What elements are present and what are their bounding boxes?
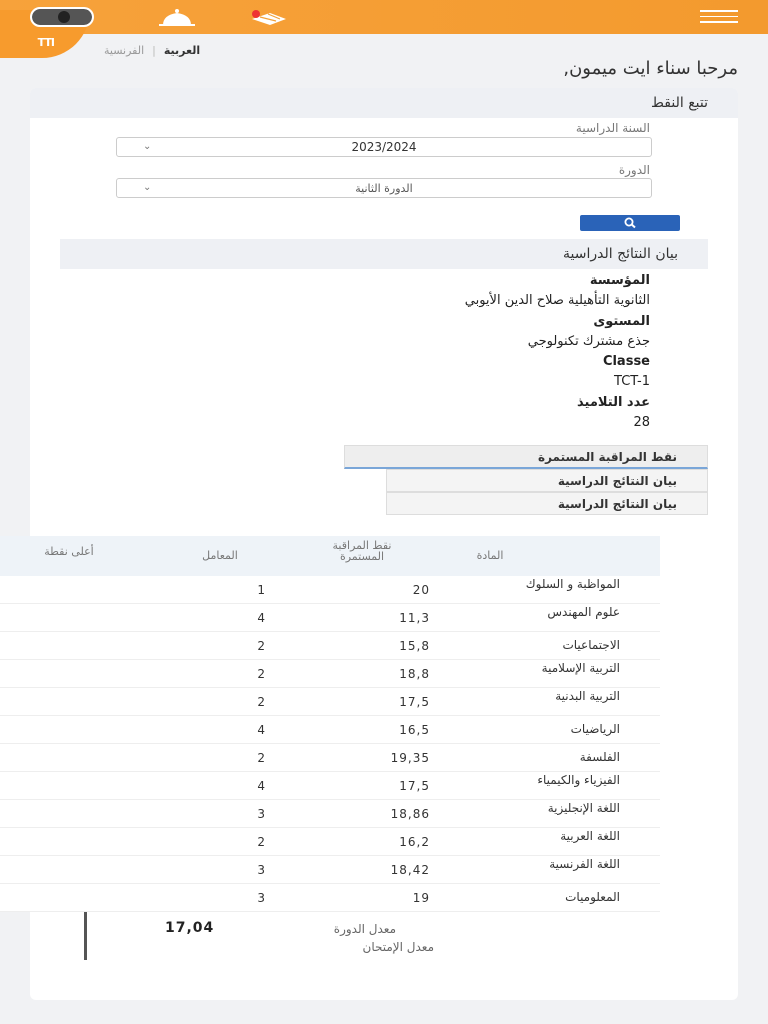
row-score: 17,5 <box>399 695 430 709</box>
session-select[interactable] <box>116 178 652 198</box>
level-value: جذع مشترك تكنولوجي <box>527 334 650 349</box>
row-score: 15,8 <box>399 639 430 653</box>
table-row <box>0 884 660 912</box>
row-score: 16,2 <box>399 835 430 849</box>
table-header <box>0 536 660 576</box>
row-subject: التربية البدنية <box>555 689 620 703</box>
col-subject: المادة <box>476 549 504 562</box>
row-subject: علوم المهندس <box>547 605 620 619</box>
institution-value: الثانوية التأهيلية صلاح الدين الأيوبي <box>464 293 650 308</box>
year-select[interactable] <box>116 137 652 157</box>
col-max-score: أعلى نقطة <box>44 545 94 558</box>
chevron-down-icon: ⌄ <box>143 141 152 152</box>
row-subject: التربية الإسلامية <box>541 661 620 675</box>
session-average-label: معدل الدورة <box>333 922 396 936</box>
avatar[interactable] <box>30 7 94 27</box>
students-label: عدد التلاميذ <box>577 395 650 410</box>
row-coefficient: 4 <box>257 723 265 737</box>
table-row <box>0 576 660 604</box>
row-subject: الفلسفة <box>579 750 620 764</box>
col-coefficient: المعامل <box>202 549 238 562</box>
row-subject: اللغة الإنجليزية <box>547 801 620 815</box>
row-score: 11,3 <box>399 611 430 625</box>
notification-icon[interactable] <box>246 7 294 27</box>
row-coefficient: 4 <box>257 611 265 625</box>
lang-arabic-link[interactable]: العربية <box>163 44 201 57</box>
app-logo: TTI <box>37 36 54 49</box>
row-score: 20 <box>412 583 430 597</box>
class-value: TCT-1 <box>614 374 650 389</box>
row-subject: المواظبة و السلوك <box>525 577 620 591</box>
table-row <box>0 772 660 800</box>
table-row <box>0 716 660 744</box>
results-title: بيان النتائج الدراسية <box>60 239 708 269</box>
col-score: نقط المراقبة المستمرة <box>332 539 392 563</box>
row-coefficient: 3 <box>257 863 265 877</box>
search-button[interactable] <box>580 215 680 231</box>
level-label: المستوى <box>593 314 650 329</box>
row-coefficient: 2 <box>257 667 265 681</box>
students-value: 28 <box>633 415 650 430</box>
hamburger-menu-icon[interactable] <box>700 10 738 24</box>
lang-separator: | <box>152 44 156 57</box>
row-score: 19 <box>412 891 430 905</box>
row-subject: اللغة الفرنسية <box>549 857 620 871</box>
table-row <box>0 632 660 660</box>
lang-french-link[interactable]: الفرنسية <box>104 44 145 57</box>
row-subject: الفيزياء والكيمياء <box>537 773 620 787</box>
table-row <box>0 800 660 828</box>
row-coefficient: 3 <box>257 891 265 905</box>
tab-continuous-assessment[interactable]: نقط المراقبة المستمرة <box>344 445 708 469</box>
table-row <box>0 856 660 884</box>
row-score: 18,86 <box>390 807 430 821</box>
table-row <box>0 828 660 856</box>
table-row <box>0 660 660 688</box>
table-row <box>0 744 660 772</box>
row-subject: المعلوميات <box>565 890 620 904</box>
row-score: 18,42 <box>390 863 430 877</box>
row-coefficient: 1 <box>257 583 265 597</box>
row-subject: اللغة العربية <box>560 829 620 843</box>
tab-results-statement-1[interactable]: بيان النتائج الدراسية <box>386 469 708 492</box>
language-switcher <box>104 44 200 57</box>
row-coefficient: 2 <box>257 751 265 765</box>
grades-table <box>0 536 660 912</box>
row-score: 16,5 <box>399 723 430 737</box>
results-tabs <box>344 445 708 515</box>
class-label: Classe <box>602 354 650 369</box>
welcome-message: مرحبا سناء ايت ميمون, <box>563 58 738 79</box>
row-subject: الرياضيات <box>570 722 620 736</box>
session-label: الدورة <box>618 163 650 177</box>
session-average-value: 17,04 <box>165 920 215 936</box>
row-score: 19,35 <box>390 751 430 765</box>
search-icon <box>623 217 637 229</box>
row-coefficient: 2 <box>257 639 265 653</box>
row-score: 18,8 <box>399 667 430 681</box>
tab-results-statement-2[interactable]: بيان النتائج الدراسية <box>386 492 708 515</box>
session-select-value: الدورة الثانية <box>355 181 413 195</box>
bell-icon[interactable] <box>155 7 199 27</box>
row-coefficient: 3 <box>257 807 265 821</box>
row-subject: الاجتماعيات <box>562 638 620 652</box>
card-title: تتبع النقط <box>30 88 738 118</box>
table-body <box>0 576 660 912</box>
exam-average-label: معدل الإمتحان <box>362 940 434 954</box>
year-label: السنة الدراسية <box>575 121 650 135</box>
table-row <box>0 604 660 632</box>
row-coefficient: 2 <box>257 835 265 849</box>
top-bar <box>0 0 768 34</box>
institution-label: المؤسسة <box>589 273 650 288</box>
row-coefficient: 4 <box>257 779 265 793</box>
chevron-down-icon: ⌄ <box>143 182 152 193</box>
row-score: 17,5 <box>399 779 430 793</box>
table-row <box>0 688 660 716</box>
row-coefficient: 2 <box>257 695 265 709</box>
averages-box <box>84 912 484 960</box>
year-select-value: 2023/2024 <box>351 140 417 154</box>
